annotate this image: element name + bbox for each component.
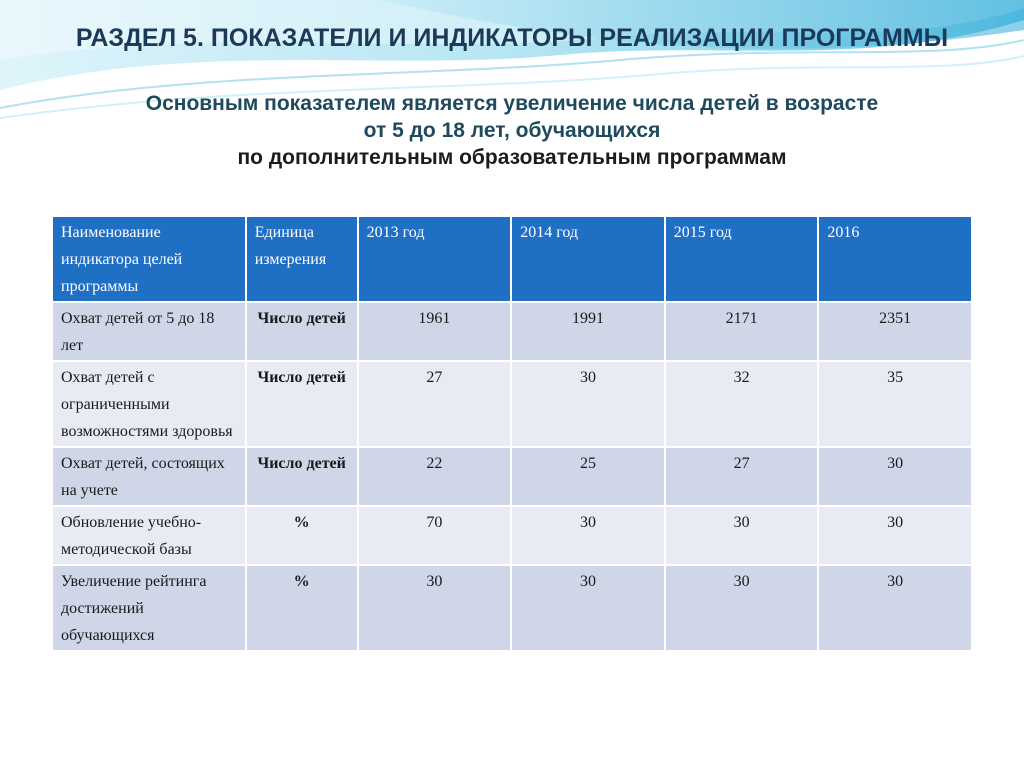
subtitle-line-3: по дополнительным образовательным программам — [237, 146, 787, 169]
value-2016: 30 — [818, 447, 972, 506]
value-2014: 30 — [511, 361, 665, 447]
value-2014: 1991 — [511, 302, 665, 361]
unit-cell: Число детей — [246, 447, 358, 506]
value-2013: 22 — [358, 447, 512, 506]
header-year-2013: 2013 год — [358, 216, 512, 302]
header-year-2016: 2016 — [818, 216, 972, 302]
header-unit: Единица измерения — [246, 216, 358, 302]
value-2016: 2351 — [818, 302, 972, 361]
value-2014: 30 — [511, 506, 665, 565]
table-row — [52, 565, 972, 651]
unit-cell: % — [246, 506, 358, 565]
value-2016: 30 — [818, 506, 972, 565]
subtitle-line-2: от 5 до 18 лет, обучающихся — [363, 119, 661, 142]
value-2015: 2171 — [665, 302, 819, 361]
value-2015: 27 — [665, 447, 819, 506]
subtitle-line-1: Основным показателем является увеличение числа детей в возрасте — [145, 92, 879, 115]
table-header-row — [52, 216, 972, 302]
value-2015: 32 — [665, 361, 819, 447]
value-2013: 30 — [358, 565, 512, 651]
value-2015: 30 — [665, 565, 819, 651]
indicators-table — [51, 215, 973, 652]
value-2015: 30 — [665, 506, 819, 565]
value-2016: 30 — [818, 565, 972, 651]
header-year-2014: 2014 год — [511, 216, 665, 302]
header-indicator-name: Наименование индикатора целей программы — [52, 216, 246, 302]
unit-cell: Число детей — [246, 361, 358, 447]
indicator-name: Обновление учебно-методической базы — [52, 506, 246, 565]
value-2013: 1961 — [358, 302, 512, 361]
unit-cell: % — [246, 565, 358, 651]
table-row — [52, 447, 972, 506]
indicator-name: Охват детей с ограниченными возможностями здоровья — [52, 361, 246, 447]
table-row — [52, 506, 972, 565]
table-row — [52, 302, 972, 361]
slide-subtitle — [40, 90, 984, 171]
value-2014: 30 — [511, 565, 665, 651]
value-2014: 25 — [511, 447, 665, 506]
indicator-name: Увеличение рейтинга достижений обучающихся — [52, 565, 246, 651]
table-row — [52, 361, 972, 447]
unit-cell: Число детей — [246, 302, 358, 361]
value-2016: 35 — [818, 361, 972, 447]
indicator-name: Охват детей, состоящих на учете — [52, 447, 246, 506]
indicator-name: Охват детей от 5 до 18 лет — [52, 302, 246, 361]
value-2013: 70 — [358, 506, 512, 565]
header-year-2015: 2015 год — [665, 216, 819, 302]
slide-title: РАЗДЕЛ 5. ПОКАЗАТЕЛИ И ИНДИКАТОРЫ РЕАЛИЗАЦИИ ПРОГРАММЫ — [75, 24, 949, 52]
value-2013: 27 — [358, 361, 512, 447]
